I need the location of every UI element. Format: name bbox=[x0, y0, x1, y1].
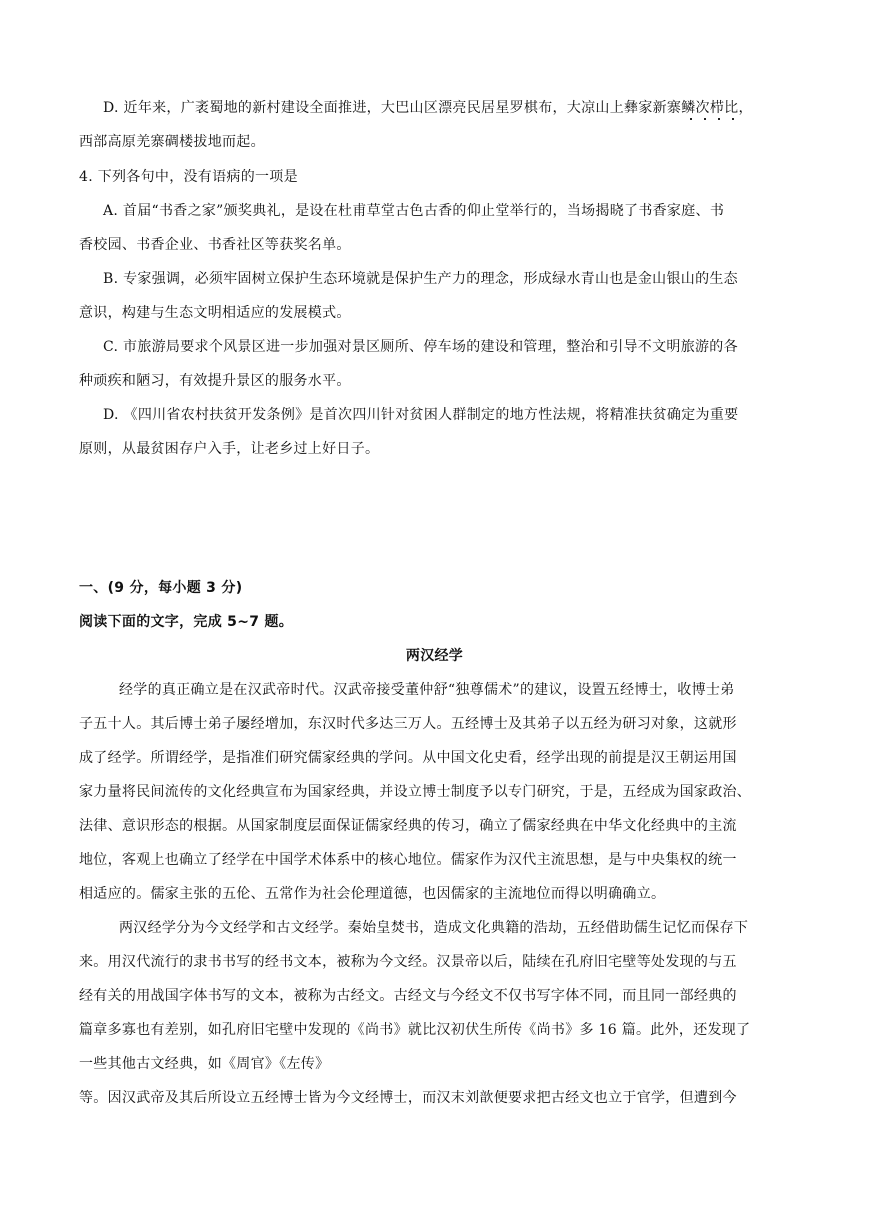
section-heading: 一、(9 分，每小题 3 分) bbox=[79, 580, 243, 596]
passage-p1-line: 地位，客观上也确立了经学在中国学术体系中的核心地位。儒家作为汉代主流思想，是与中央集权的统一 bbox=[79, 852, 737, 868]
passage-p1-line: 成了经学。所谓经学，是指准们研究儒家经典的学问。从中国文化史看，经学出现的前提是汉王朝运用国 bbox=[79, 750, 737, 766]
passage-p1-line: 法律、意识形态的根据。从国家制度层面保证儒家经典的传习，确立了儒家经典在中华文化经典中的主流 bbox=[79, 818, 737, 834]
passage-p1-line: 家力量将民间流传的文化经典宣布为国家经典，并设立博士制度予以专门研究，于是，五经成为国家政治、 bbox=[79, 784, 752, 800]
q4-option-c-line2: 种顽疾和陋习，有效提升景区的服务水平。 bbox=[79, 373, 351, 389]
q4-option-d-line2: 原则，从最贫困存户入手，让老乡过上好日子。 bbox=[79, 441, 380, 457]
q4-option-d-line1: D. 《四川省农村扶贫开发条例》是首次四川针对贫困人群制定的地方性法规，将精准扶贫确定为重要 bbox=[103, 407, 739, 423]
passage-p2-line: 经有关的用战国字体书写的文本，被称为古经文。古经文与今经文不仅书写字体不同，而且同一部经典的 bbox=[79, 988, 737, 1004]
passage-p1-line: 经学的真正确立是在汉武帝时代。汉武帝接受董仲舒“独尊儒术”的建议，设置五经博士，收博士弟 bbox=[119, 682, 735, 698]
q3-option-d-text-pre: D. 近年来，广袤蜀地的新村建设全面推进，大巴山区漂亮民居星罗棋布，大凉山上彝家新寨 bbox=[103, 100, 682, 116]
q4-option-a-line1: A. 首届“书香之家”颁奖典礼，是设在杜甫草堂古色古香的仰止堂举行的，当场揭晓了书香家庭、书 bbox=[103, 203, 725, 219]
q4-option-c-line1: C. 市旅游局要求个风景区进一步加强对景区厕所、停车场的建设和管理，整治和引导不文明旅游的各 bbox=[103, 339, 738, 355]
passage-p2-line: 来。用汉代流行的隶书书写的经书文本，被称为今文经。汉景帝以后，陆续在孔府旧宅壁等处发现的与五 bbox=[79, 954, 737, 970]
q3-option-d-dotted-phrase: 鳞次栉比 bbox=[681, 100, 739, 116]
passage-title: 两汉经学 bbox=[405, 648, 464, 664]
passage-p1-line: 相适应的。儒家主张的五伦、五常作为社会伦理道德，也因儒家的主流地位而得以明确确立。 bbox=[79, 886, 666, 902]
q3-option-d-line1 bbox=[103, 98, 753, 118]
q4-option-b-line2: 意识，构建与生态文明相适应的发展模式。 bbox=[79, 305, 351, 321]
passage-p2-line: 一些其他古文经典，如《周官》《左传》 bbox=[79, 1056, 330, 1072]
passage-p2-line: 篇章多寡也有差别，如孔府旧宅壁中发现的《尚书》就比汉初伏生所传《尚书》多 16 篇。此外，还发现了 bbox=[79, 1022, 751, 1038]
q4-stem: 4. 下列各句中，没有语病的一项是 bbox=[79, 169, 298, 185]
q3-option-d-line2: 西部高原羌寨碉楼拔地而起。 bbox=[79, 134, 265, 150]
passage-p1-line: 子五十人。其后博士弟子屡经增加，东汉时代多达三万人。五经博士及其弟子以五经为研习对象，这就形 bbox=[79, 716, 737, 732]
section-instruction: 阅读下面的文字，完成 5~7 题。 bbox=[79, 614, 294, 630]
q3-option-d-text-post: ， bbox=[738, 100, 753, 116]
q4-option-b-line1: B. 专家强调，必须牢固树立保护生态环境就是保护生产力的理念，形成绿水青山也是金山银山的生态 bbox=[103, 271, 738, 287]
q4-option-a-line2: 香校园、书香企业、书香社区等获奖名单。 bbox=[79, 237, 351, 253]
passage-p2-line: 两汉经学分为今文经学和古文经学。秦始皇焚书，造成文化典籍的浩劫，五经借助儒生记忆而保存下 bbox=[119, 920, 749, 936]
passage-p2-line: 等。因汉武帝及其后所设立五经博士皆为今文经博士，而汉末刘歆便要求把古经文也立于官学，但遭到今 bbox=[79, 1090, 737, 1106]
